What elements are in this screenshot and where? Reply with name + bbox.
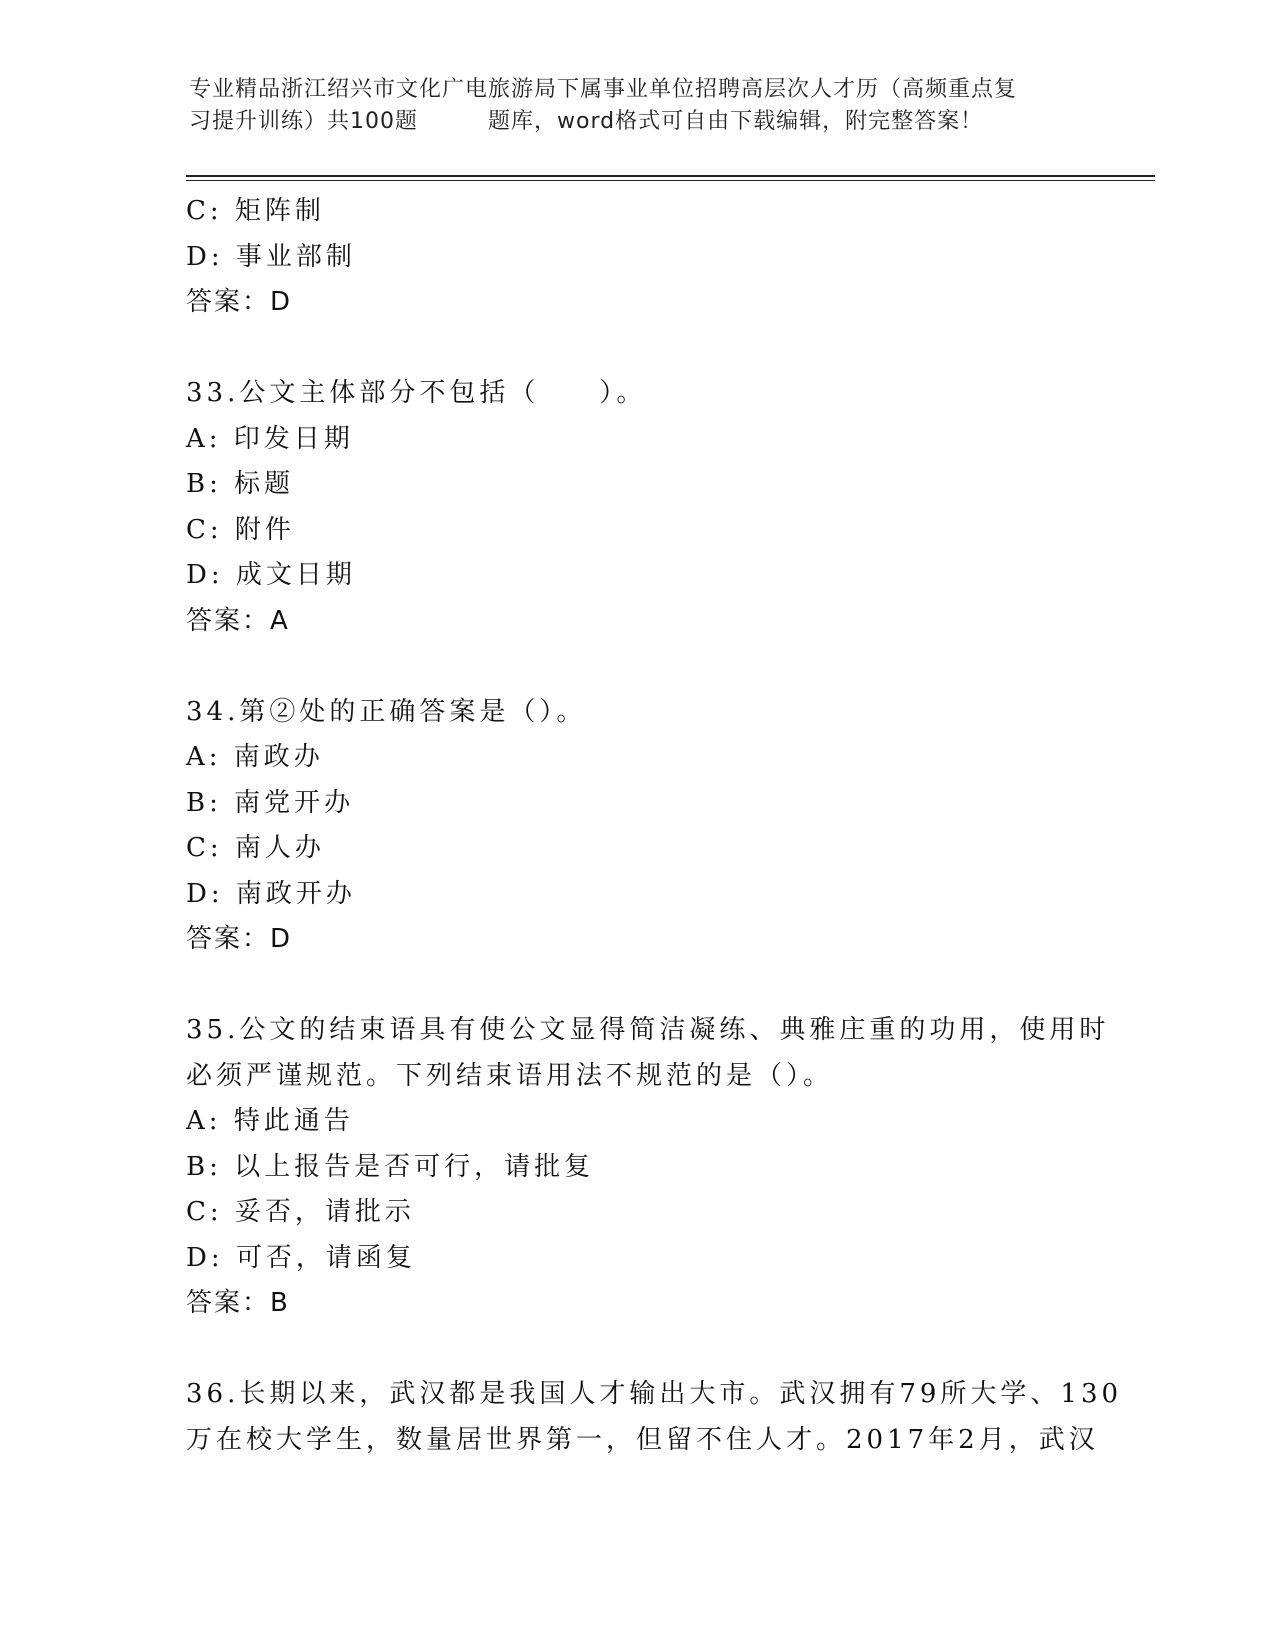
option-c: C: 南人办 [186, 833, 325, 863]
option-d: D: 成文日期 [186, 560, 356, 590]
option-a: A: 印发日期 [186, 423, 354, 454]
option-c: C: 附件 [186, 514, 295, 545]
option-a: A: 南政办 [186, 742, 324, 772]
option-b: B: 南党开办 [186, 787, 355, 818]
option-b: B: 标题 [186, 469, 295, 499]
answer-line: 答案：A [186, 605, 290, 636]
option-a: A: 特此通告 [186, 1106, 354, 1136]
question-36-line-2: 万在校大学生，数量居世界第一，但留不住人才。2017年2月，武汉 [186, 1424, 1099, 1455]
question-spacer [186, 326, 1086, 372]
header-line-2 [189, 106, 1089, 138]
option-d: D: 可否，请函复 [186, 1242, 416, 1273]
question-36-line-1: 36.长期以来，武汉都是我国人才输出大市。武汉拥有79所大学、130 [186, 1379, 1123, 1409]
header-line-2-part-2: 题库，word格式可自由下载编辑，附完整答案！ [488, 109, 984, 134]
option-c: C: 矩阵制 [186, 196, 325, 226]
option-d: D: 事业部制 [186, 241, 356, 272]
question-spacer [186, 1327, 1086, 1373]
question-35-line-1: 35.公文的结束语具有使公文显得简洁凝练、典雅庄重的功用，使用时 [186, 1015, 1110, 1045]
answer-line: 答案：D [186, 924, 293, 954]
header-line-1: 专业精品浙江绍兴市文化广电旅游局下属事业单位招聘高层次人才历（高频重点复 [189, 77, 1018, 102]
header-rule-thin [186, 180, 1155, 181]
question-spacer [186, 644, 1086, 690]
answer-line: 答案：D [186, 287, 293, 317]
option-d: D: 南政开办 [186, 878, 356, 909]
question-34: 34.第②处的正确答案是（）。 [186, 696, 587, 727]
document-header [189, 74, 1089, 138]
answer-line: 答案：B [186, 1288, 290, 1318]
header-rule-thick [186, 175, 1155, 177]
question-35-line-2: 必须严谨规范。下列结束语用法不规范的是（）。 [186, 1060, 834, 1091]
question-spacer [186, 963, 1086, 1009]
header-line-2-part-1: 习提升训练）共100题 [189, 109, 418, 134]
question-content [186, 189, 1123, 1463]
question-33: 33.公文主体部分不包括（ ）。 [186, 378, 647, 408]
option-b: B: 以上报告是否可行，请批复 [186, 1151, 595, 1182]
option-c: C: 妥否，请批示 [186, 1197, 415, 1227]
